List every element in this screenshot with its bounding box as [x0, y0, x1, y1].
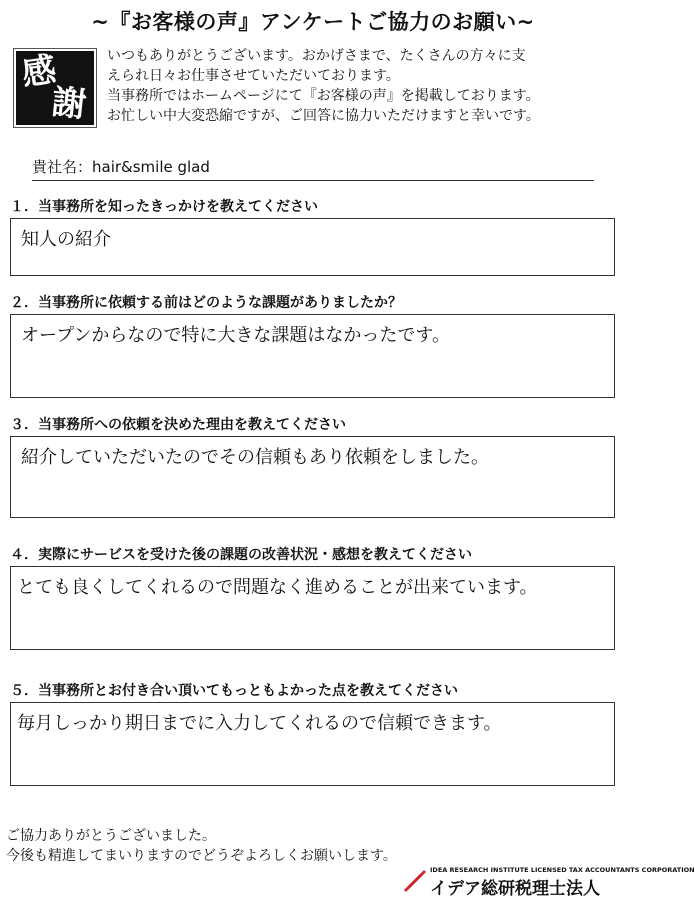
company-name-label: 貴社名：hair&smile glad: [32, 158, 210, 176]
question-4-answer: とても良くしてくれるので問題なく進めることが出来ています。: [17, 577, 538, 598]
logo-english-name: IDEA RESEARCH INSTITUTE LICENSED TAX ACCOUNTANTS CORPORATION: [430, 866, 695, 874]
page-title: ~『お客様の声』アンケートご協力のお願い~: [91, 10, 535, 34]
question-2-answer: オープンからなので特に大きな課題はなかったです。: [21, 325, 450, 346]
question-5-answer: 毎月しっかり期日までに入力してくれるので信頼できます。: [17, 713, 502, 734]
thanks-emblem-char-1: 感: [19, 49, 59, 95]
closing-line: 今後も精進してまいりますのでどうぞよろしくお願いします。: [6, 848, 397, 864]
thanks-emblem: [13, 48, 97, 128]
intro-text: [107, 46, 623, 126]
question-3-answer-box: [10, 436, 615, 518]
question-5-answer-box: [10, 702, 615, 786]
question-2-answer-box: [10, 314, 615, 398]
question-3-answer: 紹介していただいたのでその信頼もあり依頼をしました。: [21, 447, 489, 468]
thanks-emblem-char-2: 謝: [50, 82, 88, 126]
intro-line: いつもありがとうございます。おかげさまで、たくさんの方々に支: [107, 48, 526, 64]
question-3-label: ３．当事務所への依頼を決めた理由を教えてください: [10, 417, 346, 433]
intro-line: お忙しい中大変恐縮ですが、ご回答に協力いただけますと幸いです。: [107, 108, 540, 124]
question-5-label: ５．当事務所とお付き合い頂いてもっともよかった点を教えてください: [10, 683, 458, 699]
closing-text: [6, 826, 397, 866]
logo-company-name: イデア総研税理士法人: [430, 879, 600, 899]
company-name-field: [32, 156, 594, 181]
company-logo: [402, 864, 695, 899]
question-1-answer-box: [10, 218, 615, 276]
intro-line: えられ日々お仕事させていただいております。: [107, 68, 400, 84]
question-1-label: １．当事務所を知ったきっかけを教えてください: [10, 199, 318, 215]
question-4-label: ４．実際にサービスを受けた後の課題の改善状況・感想を教えてください: [10, 547, 472, 563]
question-2-label: ２．当事務所に依頼する前はどのような課題がありましたか？: [10, 295, 402, 311]
closing-line: ご協力ありがとうございました。: [6, 828, 216, 844]
thanks-emblem-background: [16, 51, 94, 125]
logo-mark-icon: [402, 868, 426, 892]
intro-line: 当事務所ではホームページにて『お客様の声』を掲載しております。: [107, 88, 540, 104]
question-4-answer-box: [10, 566, 615, 650]
question-1-answer: 知人の紹介: [21, 229, 111, 250]
